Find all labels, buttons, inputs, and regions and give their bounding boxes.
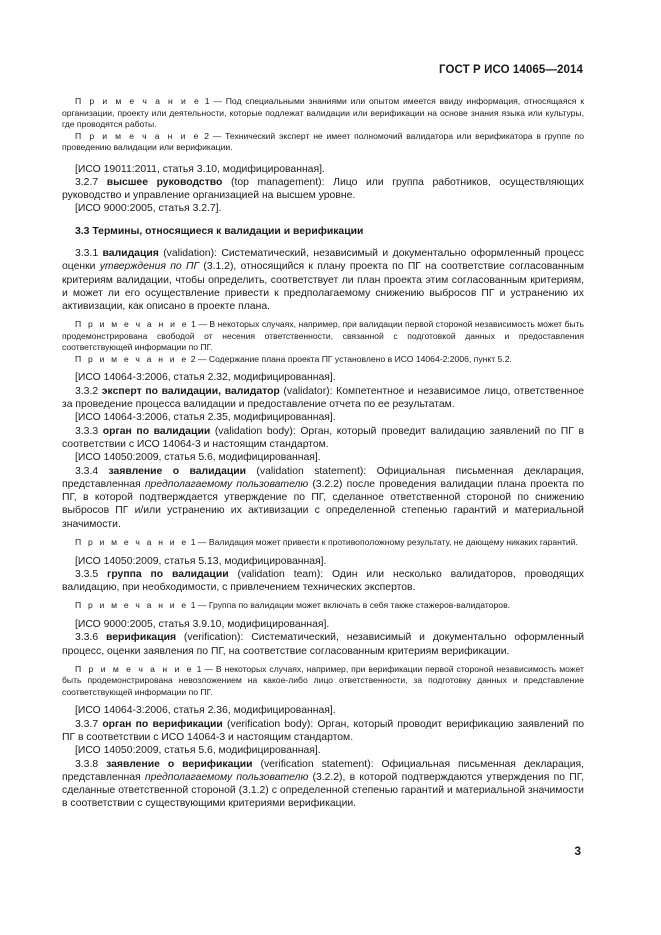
page-number: 3 xyxy=(574,844,581,858)
term-definition xyxy=(62,425,584,452)
document-body xyxy=(62,96,584,811)
term-text: (validation team): Один или несколько валидаторов, проводящих валидацию, при необходимости, с привлечением технических экспертов. xyxy=(62,568,584,594)
term-definition xyxy=(62,176,584,203)
term-name: эксперт по валидации, валидатор xyxy=(101,385,280,397)
term-text: (validator): Компетентное и независимое лицо, ответственное за проведение процесса валидации и предоставление отчета по ее результатам. xyxy=(62,385,584,411)
note-text: 1 — Под специальными знаниями или опытом имеется ввиду информация, относящаяся к организации, проекту или деятельности, которые подлежат валидации или верификации на основе знания языка или культуры, где проводятся работы. xyxy=(62,96,584,129)
term-number: 3.3.1 xyxy=(75,247,103,259)
term-name: заявление о валидации xyxy=(108,465,247,477)
note-text: 2 — Технический эксперт не имеет полномочий валидатора или верификатора в группе по проведению валидации или верификации. xyxy=(62,130,584,152)
term-definition xyxy=(62,631,584,658)
term-reference: утверждения по ПГ xyxy=(99,261,200,273)
note-text: 1 — Валидация может привести к противоположному результату, не дающему никаких гарантий. xyxy=(188,537,578,548)
term-reference: предполагаемому пользователю xyxy=(144,478,309,490)
term-number: 3.3.3 xyxy=(75,425,103,437)
term-number: 3.3.4 xyxy=(75,465,109,477)
document-header: ГОСТ Р ИСО 14065—2014 xyxy=(438,64,583,76)
reference-line: [ИСО 14050:2009, статья 5.13, модифицированная]. xyxy=(75,555,327,567)
reference-line: [ИСО 9000:2005, статья 3.2.7]. xyxy=(75,203,222,215)
note-text: 2 — Содержание плана проекта ПГ установлено в ИСО 14064-2:2006, пункт 5.2. xyxy=(188,353,512,364)
term-text: (verification): Систематический, независимый и документально оформленный процесс, оценки заявления по ПГ, на соответствие согласованным критериям верификации. xyxy=(62,632,584,657)
term-definition xyxy=(62,385,584,412)
term-text: (top management): Лицо или группа работников, осуществляющих руководство и управление организацией на высшем уровне. xyxy=(62,176,584,202)
term-text: (verification statement): Официальная письменная декларация, представленная xyxy=(62,758,585,783)
note-label: П р и м е ч а н и е xyxy=(75,96,201,106)
note-label: П р и м е ч а н и е xyxy=(75,130,201,141)
note-text: 1 — Группа по валидации может включать в себя также стажеров-валидаторов. xyxy=(188,600,511,611)
note-paragraph xyxy=(62,664,584,699)
term-name: высшее руководство xyxy=(106,176,223,188)
term-definition xyxy=(62,718,584,745)
note-label: П р и м е ч а н и е xyxy=(75,663,194,674)
note-label: П р и м е ч а н и е xyxy=(75,319,189,330)
term-text: (verification body): Орган, который проводит верификацию заявлений по ПГ в соответствии с ИСО 14064-3 и настоящим стандартом. xyxy=(62,718,585,743)
note-paragraph xyxy=(62,354,584,366)
term-name: заявление о верификации xyxy=(106,758,253,770)
reference-line: [ИСО 14064-3:2006, статья 2.35, модифицированная]. xyxy=(75,412,336,424)
term-text: (3.2.2) после проведения валидации плана проекта по ПГ, в которой подтверждается утверждение по ПГ, сделанное ответственной стороной по снижению выбросов ПГ и/или устранению их активизации с определенной степенью гарантий и материальной значимости. xyxy=(62,478,584,530)
reference-line: [ИСО 14050:2009, статья 5.6, модифицированная]. xyxy=(75,745,321,757)
term-text: (3.2.2), в которой подтверждаются утверждения по ПГ, сделанные ответственной стороной (3.1.2) с определенной степенью гарантий и материальной значимости в соответствии с существующими критериями верификации. xyxy=(62,771,584,810)
term-number: 3.3.7 xyxy=(75,718,103,730)
term-name: орган по валидации xyxy=(102,425,211,437)
term-name: валидация xyxy=(102,247,159,259)
note-paragraph xyxy=(62,96,584,131)
reference-line: [ИСО 14064-3:2006, статья 2.32, модифицированная]. xyxy=(75,372,336,384)
term-text: (validation statement): Официальная письменная декларация, представленная xyxy=(62,465,584,490)
note-label: П р и м е ч а н и е xyxy=(75,537,189,548)
term-name: верификация xyxy=(105,632,177,644)
term-definition xyxy=(62,247,584,313)
term-definition xyxy=(62,758,584,811)
reference-line: [ИСО 19011:2011, статья 3.10, модифицированная]. xyxy=(75,163,325,175)
note-paragraph xyxy=(62,537,584,549)
term-text: (validation): Систематический, независимый и документально оформленный процесс оценки xyxy=(62,247,584,273)
term-name: группа по валидации xyxy=(107,568,229,580)
section-heading: 3.3 Термины, относящиеся к валидации и верификации xyxy=(75,225,364,237)
note-paragraph xyxy=(62,600,584,612)
term-definition xyxy=(62,568,584,595)
reference-line: [ИСО 9000:2005, статья 3.9.10, модифицированная]. xyxy=(75,618,330,630)
term-number: 3.2.7 xyxy=(75,176,107,188)
term-text: (3.1.2), относящийся к плану проекта по ПГ на соответствие согласованным критериям валидации, чтобы определить, соответствует ли план проекта этим согласованным критериям, и может ли его осуществление привести к предполагаемому снижению выбросов ПГ и устранению их активизации, как описано в проекте плана. xyxy=(62,261,584,313)
note-text: 1 — В некоторых случаях, например, при валидации первой стороной независимость может быть продемонстрирована свободой от несения ответственности, связанной с подготовкой данных и предоставления соответствующей информации по ПГ. xyxy=(62,319,584,353)
note-label: П р и м е ч а н и е xyxy=(75,353,189,364)
term-number: 3.3.5 xyxy=(75,568,107,580)
note-text: 1 — В некоторых случаях, например, при верификации первой стороной независимость может быть продемонстрирована невозложением на какое-либо лицо ответственности, за подготовку данных и представление соответствующей информации по ПГ. xyxy=(62,663,584,697)
term-name: орган по верификации xyxy=(102,718,223,730)
note-paragraph xyxy=(62,131,584,154)
term-number: 3.3.6 xyxy=(75,632,106,644)
reference-line: [ИСО 14064-3:2006, статья 2.36, модифицированная]. xyxy=(75,705,336,717)
term-number: 3.3.2 xyxy=(75,385,102,397)
term-text: (validation body): Орган, который проведит валидацию заявлений по ПГ в соответствии с ИСО 14064-3 и настоящим стандартом. xyxy=(62,425,585,450)
reference-line: [ИСО 14050:2009, статья 5.6, модифицированная]. xyxy=(75,452,321,464)
note-paragraph xyxy=(62,319,584,354)
term-definition xyxy=(62,465,584,531)
note-label: П р и м е ч а н и е xyxy=(75,600,189,611)
term-number: 3.3.8 xyxy=(75,758,107,770)
term-reference: предполагаемому пользователю xyxy=(144,771,309,783)
